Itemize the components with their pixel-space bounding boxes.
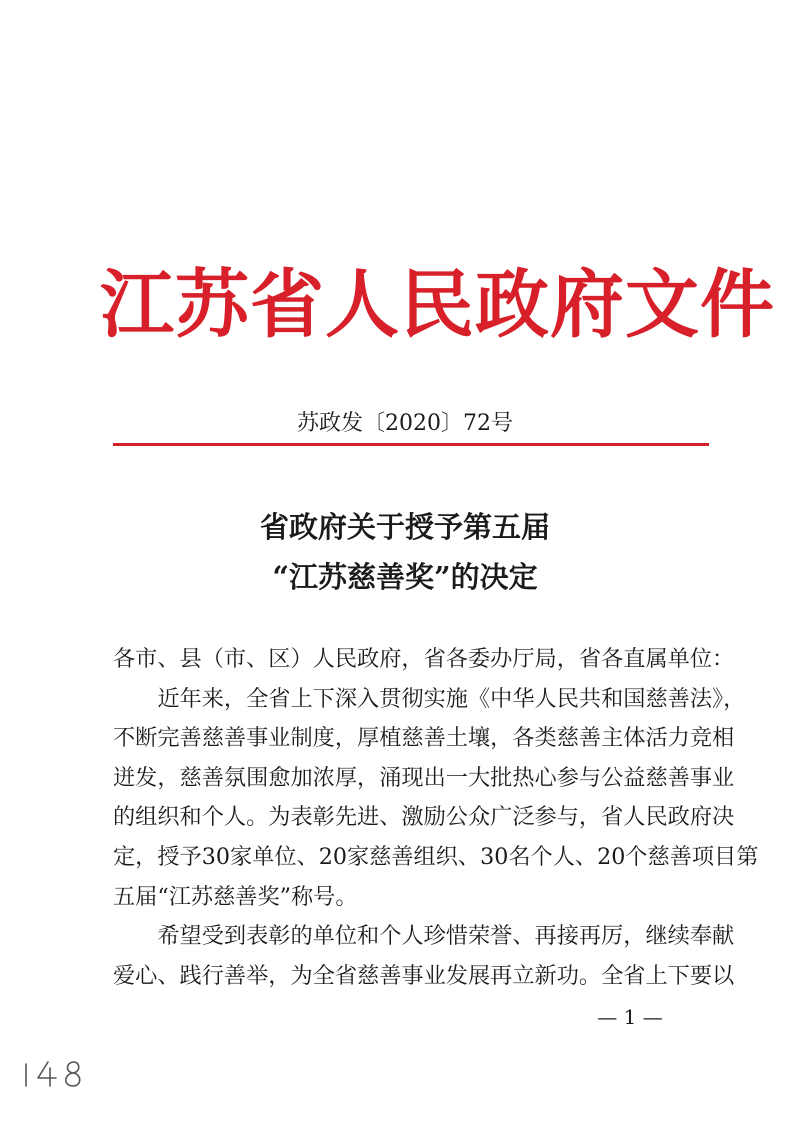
body-line: 爱心、践行善举，为全省慈善事业发展再立新功。全省上下要以 xyxy=(113,962,735,989)
document-title xyxy=(100,502,710,602)
page-number: — 1 — xyxy=(597,1005,663,1029)
body-line: 定，授予30家单位、20家慈善组织、30名个人、20个慈善项目第 xyxy=(113,843,759,870)
document-header-title: 江苏省人民政府文件 xyxy=(100,262,775,348)
body-line: 不断完善慈善事业制度，厚植慈善土壤，各类慈善主体活力竞相 xyxy=(113,725,735,752)
document-title-line-1: 省政府关于授予第五届 xyxy=(259,510,550,544)
body-line: 迸发，慈善氛围愈加浓厚，涌现出一大批热心参与公益慈善事业 xyxy=(113,764,735,791)
body-line: 的组织和个人。为表彰先进、激励公众广泛参与，省人民政府决 xyxy=(113,804,735,831)
red-separator-line xyxy=(113,443,709,446)
document-title-line-2: “江苏慈善奖”的决定 xyxy=(272,560,538,594)
document-body xyxy=(113,640,759,996)
document-number: 苏政发〔2020〕72号 xyxy=(297,411,513,436)
body-line: 五届“江苏慈善奖”称号。 xyxy=(113,883,358,910)
body-line: 近年来，全省上下深入贯彻实施《中华人民共和国慈善法》， xyxy=(113,685,746,712)
body-line: 各市、县（市、区）人民政府，省各委办厅局，省各直属单位： xyxy=(113,646,735,672)
handwritten-page-mark xyxy=(18,1050,88,1090)
body-line: 希望受到表彰的单位和个人珍惜荣誉、再接再厉，继续奉献 xyxy=(113,923,735,950)
